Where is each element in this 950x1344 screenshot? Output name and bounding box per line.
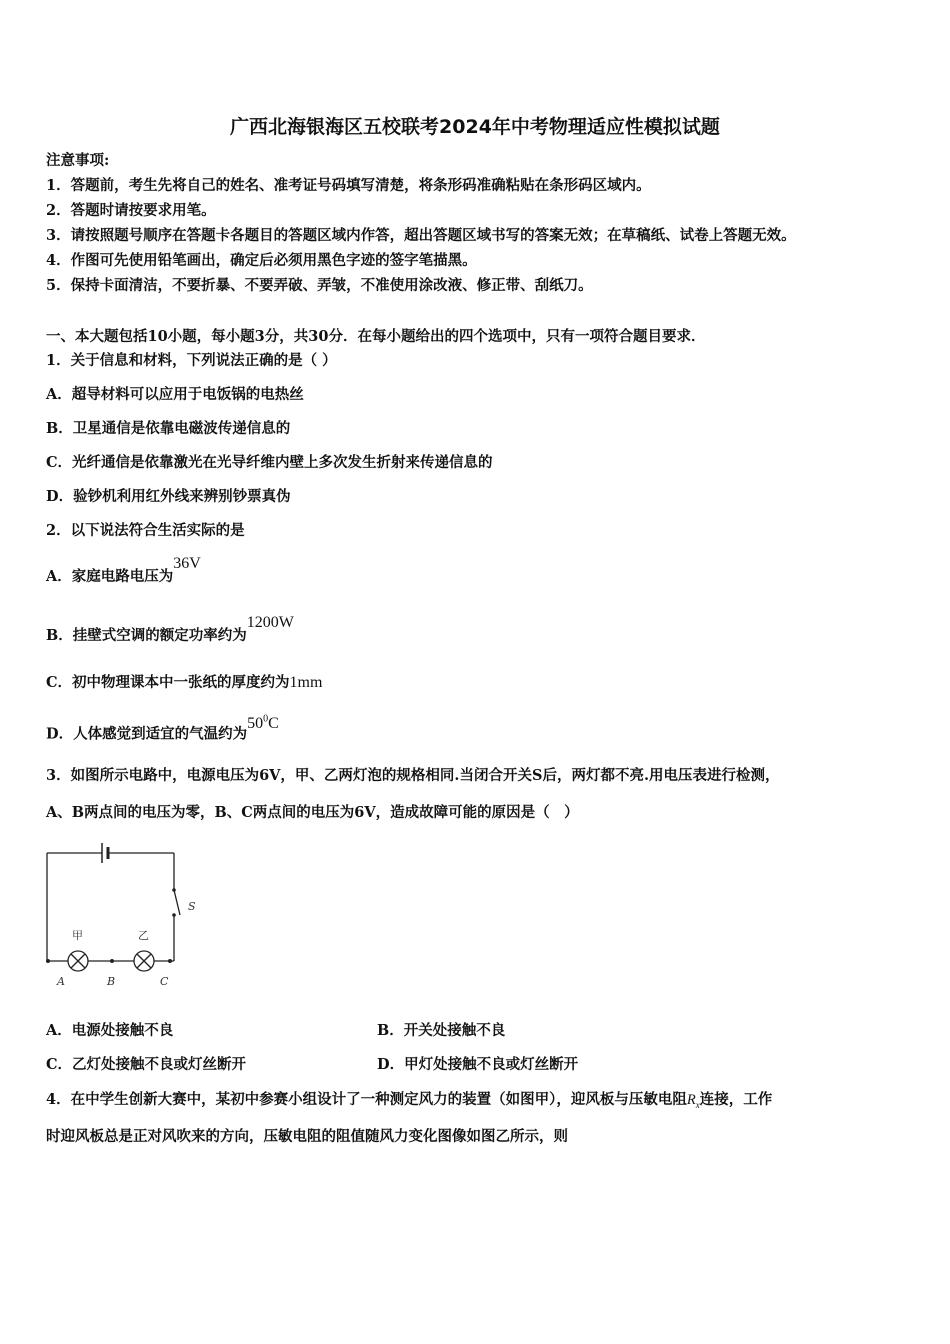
q3-option-d: D．甲灯处接触不良或灯丝断开 xyxy=(377,1056,579,1073)
q3-option-b: B．开关处接触不良 xyxy=(377,1022,506,1039)
q4-stem-text-b: 连接，工作 xyxy=(699,1091,773,1108)
q1-option-d: D．验钞机利用红外线来辨别钞票真伪 xyxy=(46,488,291,505)
q2-option-d-unit: C xyxy=(268,715,279,733)
notice-item-1: 1．答题前，考生先将自己的姓名、准考证号码填写清楚，将条形码准确粘贴在条形码区域内。 xyxy=(46,177,651,194)
switch-blade xyxy=(174,890,180,915)
q2-option-a-text: A．家庭电路电压为 xyxy=(46,568,174,585)
q2-option-d-text: D．人体感觉到适宜的气温约为 xyxy=(46,725,248,743)
lamp-2-label: 乙 xyxy=(138,929,149,942)
point-c-label: C xyxy=(160,975,169,988)
q2-option-b-text: B．挂壁式空调的额定功率约为 xyxy=(46,627,247,644)
q2-option-b-value: 1200W xyxy=(246,614,294,631)
point-a-label: A xyxy=(57,975,65,988)
q3-option-a: A．电源处接触不良 xyxy=(46,1022,174,1039)
switch-label: S xyxy=(188,900,196,913)
point-b-label: B xyxy=(107,975,116,988)
node-c xyxy=(168,959,172,963)
notice-item-5: 5．保持卡面清洁，不要折暴、不要弄破、弄皱，不准使用涂改液、修正带、刮纸刀。 xyxy=(46,277,593,294)
q2-option-c-value: 1mm xyxy=(289,674,323,691)
q4-stem-line2: 时迎风板总是正对风吹来的方向，压敏电阻的阻值随风力变化图像如图乙所示，则 xyxy=(46,1128,568,1145)
q2-option-b xyxy=(46,614,294,646)
q2-option-d-value: 50 xyxy=(247,715,264,733)
notice-item-3: 3．请按照题号顺序在答题卡各题目的答题区域内作答，超出答题区域书写的答案无效；在草稿纸、试卷上答题无效。 xyxy=(46,227,796,244)
lamp-1-label: 甲 xyxy=(72,929,83,942)
q4-rx-subscript: x xyxy=(695,1099,700,1110)
q2-option-d-degree: 0 xyxy=(263,714,269,725)
q3-option-c: C．乙灯处接触不良或灯丝断开 xyxy=(46,1056,247,1073)
q2-option-a xyxy=(46,555,201,587)
page-title: 广西北海银海区五校联考2024年中考物理适应性模拟试题 xyxy=(230,116,720,138)
switch-contact-top xyxy=(172,888,176,892)
q2-option-c-text: C．初中物理课本中一张纸的厚度约为 xyxy=(46,674,290,691)
q1-stem: 1．关于信息和材料，下列说法正确的是（ ） xyxy=(46,352,337,369)
q1-option-a: A．超导材料可以应用于电饭锅的电热丝 xyxy=(46,386,304,403)
q2-stem: 2．以下说法符合生活实际的是 xyxy=(46,522,245,539)
q4-stem-text-a: 4．在中学生创新大赛中，某初中参赛小组设计了一种测定风力的装置（如图甲），迎风板与压敏电阻 xyxy=(46,1091,687,1108)
q3-stem-line2: A、B两点间的电压为零，B、C两点间的电压为6V，造成故障可能的原因是（ ） xyxy=(46,804,579,821)
node-a xyxy=(46,959,50,963)
q2-option-a-value: 36V xyxy=(173,555,201,572)
notice-item-4: 4．作图可先使用铅笔画出，确定后必须用黑色字迹的签字笔描黑。 xyxy=(46,252,477,269)
q2-option-c xyxy=(46,673,322,693)
q2-option-d xyxy=(46,714,279,744)
q3-stem-line1: 3．如图所示电路中，电源电压为6V，甲、乙两灯泡的规格相同.当闭合开关S后，两灯都不亮.用电压表进行检测， xyxy=(46,767,780,784)
q1-option-c: C．光纤通信是依靠激光在光导纤维内壁上多次发生折射来传递信息的 xyxy=(46,454,493,471)
notice-item-2: 2．答题时请按要求用笔。 xyxy=(46,202,216,219)
notice-heading: 注意事项: xyxy=(46,152,110,169)
node-b xyxy=(110,959,114,963)
q4-stem-line1 xyxy=(46,1090,772,1115)
q3-circuit-diagram xyxy=(40,835,210,995)
q4-rx-symbol: R xyxy=(686,1092,696,1108)
q1-option-b: B．卫星通信是依靠电磁波传递信息的 xyxy=(46,420,291,437)
switch-contact-bottom xyxy=(172,913,176,917)
section-heading: 一、本大题包括10小题，每小题3分，共30分．在每小题给出的四个选项中，只有一项符合题目要求． xyxy=(46,328,706,345)
